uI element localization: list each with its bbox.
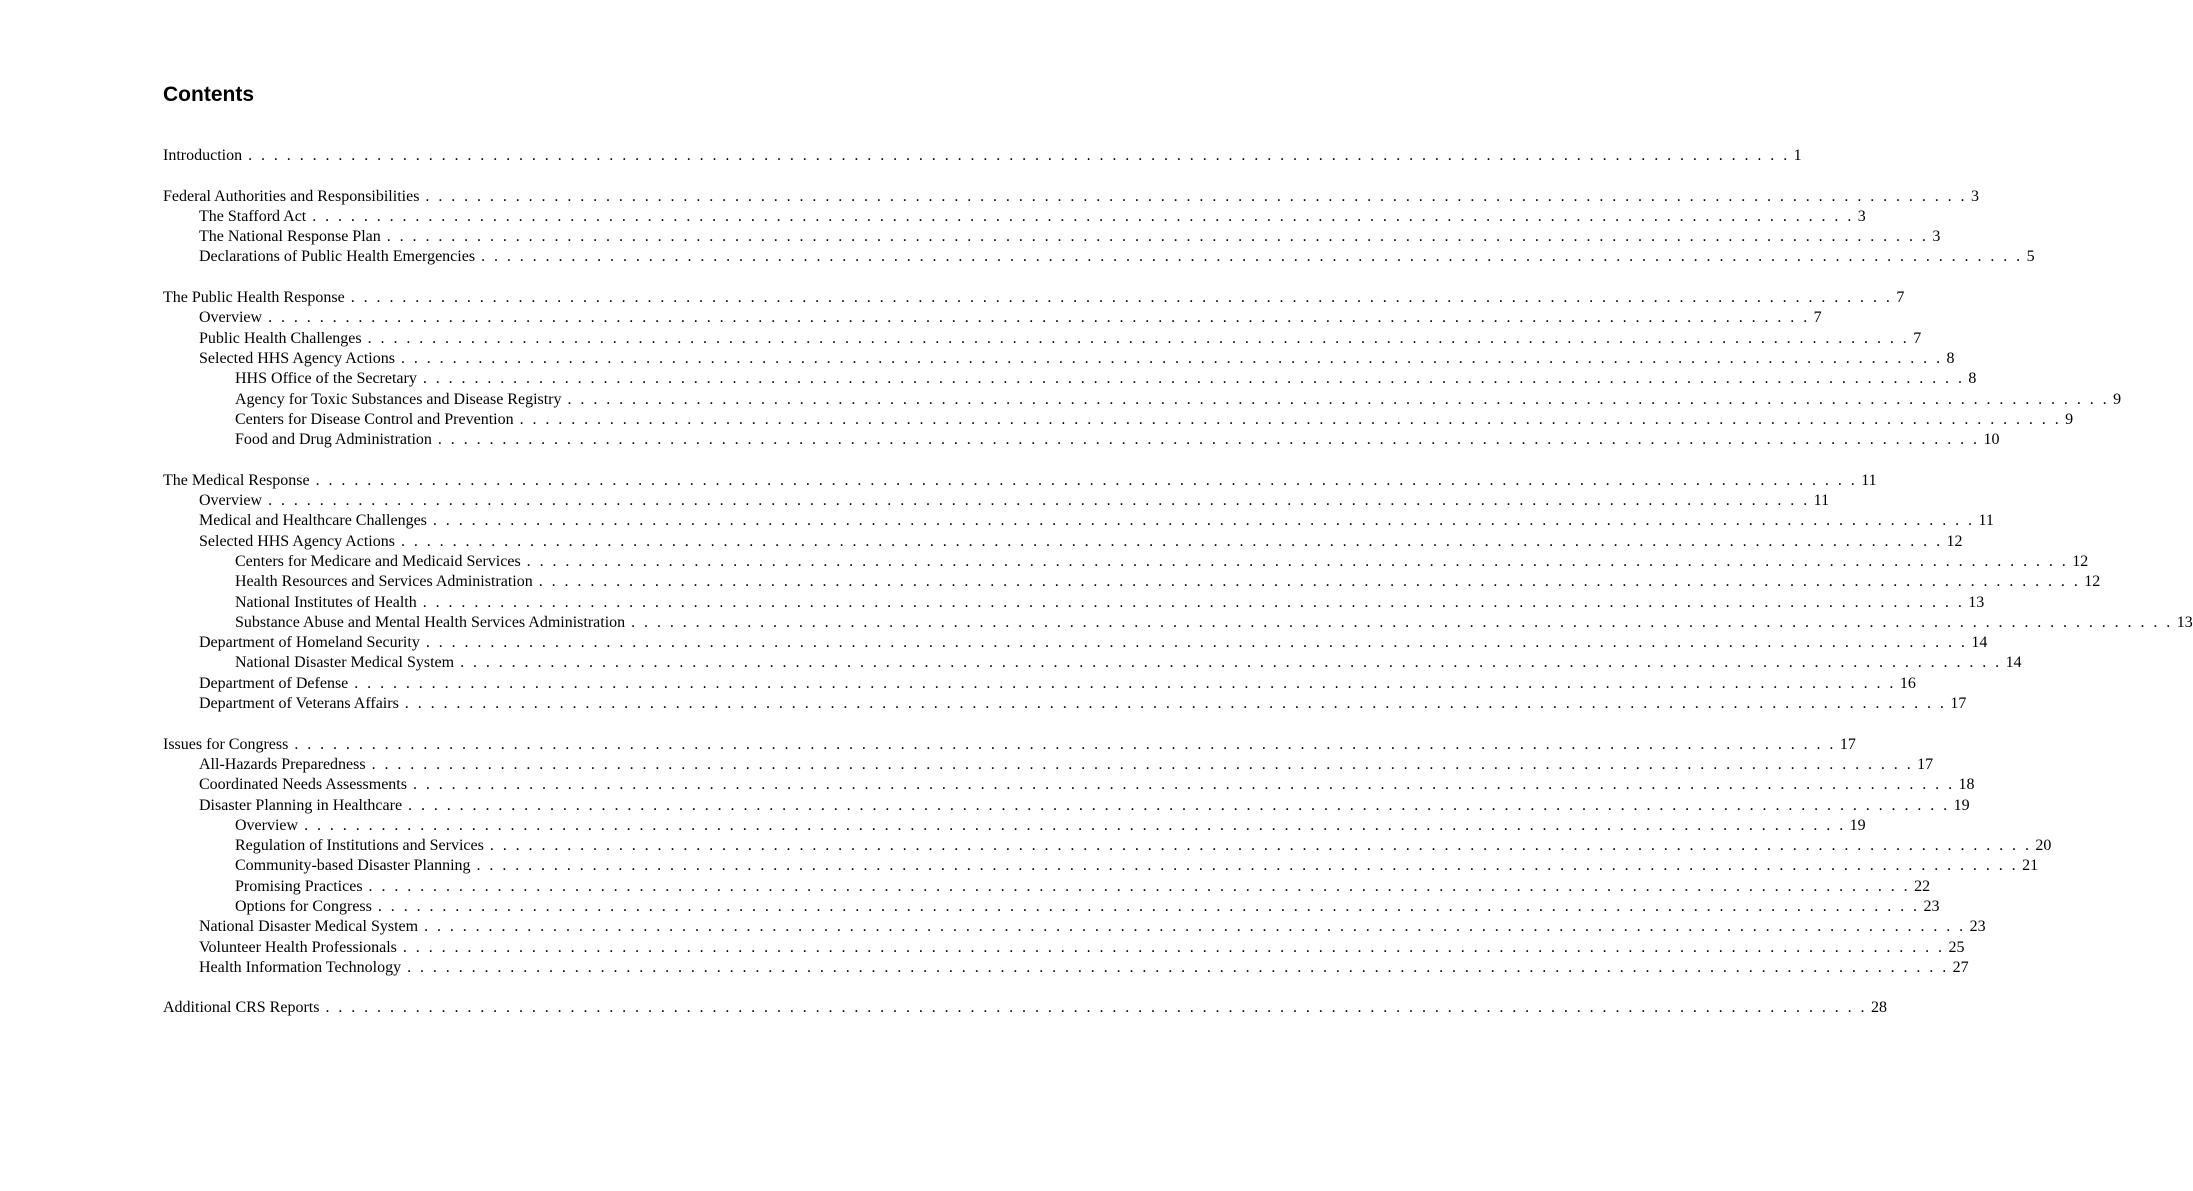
toc-entry-label: National Disaster Medical System <box>235 654 455 672</box>
toc-entry-label: National Institutes of Health <box>235 593 417 611</box>
dot-leader: . . . . . . . . . . . . . . . . . . . . . . . . . . . . . . . . . . . . . . . . . . . . . . . . . . . . . . . . . . . . . . . . . . . . . . . . . . . . . . . . . . . . . . . . . . . . . . . . . . . . . . . . . . . . . . . . . . . . . . . . <box>371 755 1914 773</box>
toc-entry[interactable] <box>163 958 1969 978</box>
toc-entry-label: Medical and Healthcare Challenges <box>199 512 427 530</box>
section-spacer <box>163 978 758 998</box>
toc-entry[interactable] <box>163 816 1866 836</box>
toc-entry-label: HHS Office of the Secretary <box>235 370 417 388</box>
dot-leader: . . . . . . . . . . . . . . . . . . . . . . . . . . . . . . . . . . . . . . . . . . . . . . . . . . . . . . . . . . . . . . . . . . . . . . . . . . . . . . . . . . . . . . . . . . . . . . . . . . . . . . . . . . . . . . . . . . . . . . . . <box>368 877 1911 895</box>
toc-entry-label: Agency for Toxic Substances and Disease Registry <box>235 390 562 408</box>
section-spacer <box>163 166 758 186</box>
toc-entry-label: Selected HHS Agency Actions <box>199 349 395 367</box>
toc-entry-page-number: 8 <box>1946 349 1955 367</box>
dot-leader: . . . . . . . . . . . . . . . . . . . . . . . . . . . . . . . . . . . . . . . . . . . . . . . . . . . . . . . . . . . . . . . . . . . . . . . . . . . . . . . . . . . . . . . . . . . . . . . . . . . . . . . . . . . . . . . . . . . . . . . . <box>424 918 1966 936</box>
toc-entry-page-number: 5 <box>2026 248 2035 266</box>
toc-entry-label: Introduction <box>163 147 243 164</box>
toc-entry-label: The Medical Response <box>163 471 310 489</box>
dot-leader: . . . . . . . . . . . . . . . . . . . . . . . . . . . . . . . . . . . . . . . . . . . . . . . . . . . . . . . . . . . . . . . . . . . . . . . . . . . . . . . . . . . . . . . . . . . . . . . . . . . . . . . . . . . . . . . . . . . . . . . . <box>400 532 1943 550</box>
toc-entry[interactable] <box>163 633 1988 653</box>
toc-entry-page-number: 8 <box>1968 370 1977 388</box>
toc-entry[interactable] <box>163 329 1922 349</box>
toc-entry-label: Options for Congress <box>235 897 372 915</box>
dot-leader: . . . . . . . . . . . . . . . . . . . . . . . . . . . . . . . . . . . . . . . . . . . . . . . . . . . . . . . . . . . . . . . . . . . . . . . . . . . . . . . . . . . . . . . . . . . . . . . . . . . . . . . . . . . . . . . . . . . . . . . . <box>425 634 1968 652</box>
table-of-contents <box>163 146 2193 1019</box>
toc-entry-page-number: 10 <box>1983 431 2000 449</box>
dot-leader: . . . . . . . . . . . . . . . . . . . . . . . . . . . . . . . . . . . . . . . . . . . . . . . . . . . . . . . . . . . . . . . . . . . . . . . . . . . . . . . . . . . . . . . . . . . . . . . . . . . . . . . . . . . . . . . . . . . . . . . . <box>567 390 2110 408</box>
toc-entry-label: Centers for Medicare and Medicaid Services <box>235 552 521 570</box>
toc-entry-label: Overview <box>235 816 299 834</box>
dot-leader: . . . . . . . . . . . . . . . . . . . . . . . . . . . . . . . . . . . . . . . . . . . . . . . . . . . . . . . . . . . . . . . . . . . . . . . . . . . . . . . . . . . . . . . . . . . . . . . . . . . . . . . . . . . . . . . . . . . . . . . . <box>377 897 1920 915</box>
toc-entry-label: Substance Abuse and Mental Health Services Administration <box>235 613 626 631</box>
toc-entry-page-number: 27 <box>1952 958 1969 976</box>
dot-leader: . . . . . . . . . . . . . . . . . . . . . . . . . . . . . . . . . . . . . . . . . . . . . . . . . . . . . . . . . . . . . . . . . . . . . . . . . . . . . . . . . . . . . . . . . . . . . . . . . . . . . . . . . . . . . . . . . . . . . . . . <box>304 816 1846 834</box>
section-spacer <box>163 714 758 734</box>
toc-entry-page-number: 28 <box>1871 999 1888 1017</box>
dot-leader: . . . . . . . . . . . . . . . . . . . . . . . . . . . . . . . . . . . . . . . . . . . . . . . . . . . . . . . . . . . . . . . . . . . . . . . . . . . . . . . . . . . . . . . . . . . . . . . . . . . . . . . . . . . . . . . . . . . . . . . . <box>425 187 1967 205</box>
toc-entry-label: Centers for Disease Control and Prevention <box>235 410 514 428</box>
dot-leader: . . . . . . . . . . . . . . . . . . . . . . . . . . . . . . . . . . . . . . . . . . . . . . . . . . . . . . . . . . . . . . . . . . . . . . . . . . . . . . . . . . . . . . . . . . . . . . . . . . . . . . . . . . . . . . . . . . . . . . . . <box>408 796 1950 814</box>
dot-leader: . . . . . . . . . . . . . . . . . . . . . . . . . . . . . . . . . . . . . . . . . . . . . . . . . . . . . . . . . . . . . . . . . . . . . . . . . . . . . . . . . . . . . . . . . . . . . . . . . . . . . . . . . . . . . . . . . . . . . . . . <box>631 613 2173 631</box>
toc-entry[interactable] <box>163 187 1979 207</box>
dot-leader: . . . . . . . . . . . . . . . . . . . . . . . . . . . . . . . . . . . . . . . . . . . . . . . . . . . . . . . . . . . . . . . . . . . . . . . . . . . . . . . . . . . . . . . . . . . . . . . . . . . . . . . . . . . . . . . . . . . . . . . . <box>481 248 2023 266</box>
toc-entry-label: Department of Homeland Security <box>199 634 420 652</box>
toc-entry[interactable] <box>163 877 1931 897</box>
dot-leader: . . . . . . . . . . . . . . . . . . . . . . . . . . . . . . . . . . . . . . . . . . . . . . . . . . . . . . . . . . . . . . . . . . . . . . . . . . . . . . . . . . . . . . . . . . . . . . . . . . . . . . . . . . . . . . . . . . . . . . . . <box>432 512 1975 530</box>
toc-entry[interactable] <box>163 653 2022 673</box>
toc-entry-label: Department of Defense <box>199 674 349 692</box>
toc-entry-label: Department of Veterans Affairs <box>199 695 399 713</box>
toc-entry-page-number: 3 <box>1970 187 1979 205</box>
toc-entry-page-number: 12 <box>1946 532 1963 550</box>
toc-entry-label: Coordinated Needs Assessments <box>199 776 407 794</box>
toc-entry-page-number: 12 <box>2072 552 2089 570</box>
dot-leader: . . . . . . . . . . . . . . . . . . . . . . . . . . . . . . . . . . . . . . . . . . . . . . . . . . . . . . . . . . . . . . . . . . . . . . . . . . . . . . . . . . . . . . . . . . . . . . . . . . . . . . . . . . . . . . . . . . . . . . . . <box>354 674 1896 692</box>
dot-leader: . . . . . . . . . . . . . . . . . . . . . . . . . . . . . . . . . . . . . . . . . . . . . . . . . . . . . . . . . . . . . . . . . . . . . . . . . . . . . . . . . . . . . . . . . . . . . . . . . . . . . . . . . . . . . . . . . . . . . . . . <box>538 573 2081 591</box>
toc-entry-page-number: 19 <box>1953 796 1970 814</box>
dot-leader: . . . . . . . . . . . . . . . . . . . . . . . . . . . . . . . . . . . . . . . . . . . . . . . . . . . . . . . . . . . . . . . . . . . . . . . . . . . . . . . . . . . . . . . . . . . . . . . . . . . . . . . . . . . . . . . . . . . . . . . . <box>422 593 1965 611</box>
dot-leader: . . . . . . . . . . . . . . . . . . . . . . . . . . . . . . . . . . . . . . . . . . . . . . . . . . . . . . . . . . . . . . . . . . . . . . . . . . . . . . . . . . . . . . . . . . . . . . . . . . . . . . . . . . . . . . . . . . . . . . . . <box>294 735 1836 753</box>
toc-entry-label: All-Hazards Preparedness <box>199 755 366 773</box>
toc-entry[interactable] <box>163 572 2101 592</box>
toc-entry[interactable] <box>163 796 1970 816</box>
toc-entry[interactable] <box>163 308 1822 328</box>
toc-entry[interactable] <box>163 349 1955 369</box>
dot-leader: . . . . . . . . . . . . . . . . . . . . . . . . . . . . . . . . . . . . . . . . . . . . . . . . . . . . . . . . . . . . . . . . . . . . . . . . . . . . . . . . . . . . . . . . . . . . . . . . . . . . . . . . . . . . . . . . . . . . . . . . <box>422 370 1965 388</box>
toc-entry[interactable] <box>163 917 1986 937</box>
toc-entry[interactable] <box>163 227 1941 247</box>
toc-entry-label: Public Health Challenges <box>199 329 362 347</box>
toc-entry-page-number: 3 <box>1857 207 1866 225</box>
toc-entry-page-number: 17 <box>1950 695 1967 713</box>
toc-entry[interactable] <box>163 511 1994 531</box>
toc-entry-page-number: 17 <box>1839 735 1856 753</box>
toc-entry-label: Community-based Disaster Planning <box>235 857 471 875</box>
dot-leader: . . . . . . . . . . . . . . . . . . . . . . . . . . . . . . . . . . . . . . . . . . . . . . . . . . . . . . . . . . . . . . . . . . . . . . . . . . . . . . . . . . . . . . . . . . . . . . . . . . . . . . . . . . . . . . . . . . . . . . . . <box>350 289 1893 307</box>
dot-leader: . . . . . . . . . . . . . . . . . . . . . . . . . . . . . . . . . . . . . . . . . . . . . . . . . . . . . . . . . . . . . . . . . . . . . . . . . . . . . . . . . . . . . . . . . . . . . . . . . . . . . . . . . . . . . . . . . . . . . . . . <box>476 857 2019 875</box>
toc-entry-page-number: 7 <box>1813 309 1822 327</box>
toc-entry-label: Additional CRS Reports <box>163 999 320 1017</box>
toc-entry-label: The Public Health Response <box>163 289 345 307</box>
dot-leader: . . . . . . . . . . . . . . . . . . . . . . . . . . . . . . . . . . . . . . . . . . . . . . . . . . . . . . . . . . . . . . . . . . . . . . . . . . . . . . . . . . . . . . . . . . . . . . . . . . . . . . . . . . . . . . . . . . . . . . . . <box>412 776 1955 794</box>
toc-entry-label: Health Information Technology <box>199 958 402 976</box>
toc-entry-page-number: 3 <box>1932 228 1941 246</box>
dot-leader: . . . . . . . . . . . . . . . . . . . . . . . . . . . . . . . . . . . . . . . . . . . . . . . . . . . . . . . . . . . . . . . . . . . . . . . . . . . . . . . . . . . . . . . . . . . . . . . . . . . . . . . . . . . . . . . . . . . . . . . . <box>437 431 1980 449</box>
toc-entry-label: Disaster Planning in Healthcare <box>199 796 403 814</box>
toc-entry-page-number: 12 <box>2084 573 2101 591</box>
toc-entry-page-number: 14 <box>1971 634 1988 652</box>
toc-entry[interactable] <box>163 410 2074 430</box>
dot-leader: . . . . . . . . . . . . . . . . . . . . . . . . . . . . . . . . . . . . . . . . . . . . . . . . . . . . . . . . . . . . . . . . . . . . . . . . . . . . . . . . . . . . . . . . . . . . . . . . . . . . . . . . . . . . . . . . . . . . . . . . <box>519 410 2062 428</box>
dot-leader: . . . . . . . . . . . . . . . . . . . . . . . . . . . . . . . . . . . . . . . . . . . . . . . . . . . . . . . . . . . . . . . . . . . . . . . . . . . . . . . . . . . . . . . . . . . . . . . . . . . . . . . . . . . . . . . . . . . . . . . . <box>460 654 2002 672</box>
toc-entry[interactable] <box>163 856 2039 876</box>
toc-entry-label: The National Response Plan <box>199 228 381 246</box>
toc-entry-label: Promising Practices <box>235 877 363 895</box>
dot-leader: . . . . . . . . . . . . . . . . . . . . . . . . . . . . . . . . . . . . . . . . . . . . . . . . . . . . . . . . . . . . . . . . . . . . . . . . . . . . . . . . . . . . . . . . . . . . . . . . . . . . . . . . . . . . . . . . . . . . . . . . <box>386 228 1929 246</box>
toc-entry-page-number: 20 <box>2035 837 2052 855</box>
toc-entry-label: Selected HHS Agency Actions <box>199 532 395 550</box>
dot-leader: . . . . . . . . . . . . . . . . . . . . . . . . . . . . . . . . . . . . . . . . . . . . . . . . . . . . . . . . . . . . . . . . . . . . . . . . . . . . . . . . . . . . . . . . . . . . . . . . . . . . . . . . . . . . . . . . . . . . . . . . <box>404 695 1947 713</box>
dot-leader: . . . . . . . . . . . . . . . . . . . . . . . . . . . . . . . . . . . . . . . . . . . . . . . . . . . . . . . . . . . . . . . . . . . . . . . . . . . . . . . . . . . . . . . . . . . . . . . . . . . . . . . . . . . . . . . . . . . . . . . . <box>400 349 1943 367</box>
dot-leader: . . . . . . . . . . . . . . . . . . . . . . . . . . . . . . . . . . . . . . . . . . . . . . . . . . . . . . . . . . . . . . . . . . . . . . . . . . . . . . . . . . . . . . . . . . . . . . . . . . . . . . . . . . . . . . . . . . . . . . . . <box>402 938 1945 956</box>
toc-entry-label: Overview <box>199 309 263 327</box>
toc-entry[interactable] <box>163 288 1905 308</box>
toc-entry-page-number: 11 <box>1978 512 1994 530</box>
toc-entry-page-number: 17 <box>1917 755 1934 773</box>
toc-entry-label: Food and Drug Administration <box>235 431 432 449</box>
toc-entry[interactable] <box>163 430 2000 450</box>
dot-leader: . . . . . . . . . . . . . . . . . . . . . . . . . . . . . . . . . . . . . . . . . . . . . . . . . . . . . . . . . . . . . . . . . . . . . . . . . . . . . . . . . . . . . . . . . . . . . . . . . . . . . . . . . . . . . . . . . . . . . . . . <box>268 309 1810 327</box>
toc-entry-page-number: 23 <box>1969 918 1986 936</box>
toc-entry-page-number: 25 <box>1948 938 1965 956</box>
toc-entry[interactable] <box>163 532 1963 552</box>
toc-entry[interactable] <box>163 369 1977 389</box>
toc-entry[interactable] <box>163 471 1877 491</box>
dot-leader: . . . . . . . . . . . . . . . . . . . . . . . . . . . . . . . . . . . . . . . . . . . . . . . . . . . . . . . . . . . . . . . . . . . . . . . . . . . . . . . . . . . . . . . . . . . . . . . . . . . . . . . . . . . . . . . . . . . . . . . . <box>489 837 2032 855</box>
toc-entry[interactable] <box>163 897 1940 917</box>
toc-entry-label: Health Resources and Services Administration <box>235 573 533 591</box>
toc-entry-page-number: 7 <box>1896 289 1905 307</box>
toc-entry-label: Overview <box>199 492 263 510</box>
toc-entry-page-number: 13 <box>1968 593 1985 611</box>
toc-entry-page-number: 11 <box>1861 471 1877 489</box>
toc-entry[interactable] <box>163 998 1888 1018</box>
toc-entry-page-number: 11 <box>1813 492 1830 510</box>
toc-entry-page-number: 22 <box>1914 877 1931 895</box>
dot-leader: . . . . . . . . . . . . . . . . . . . . . . . . . . . . . . . . . . . . . . . . . . . . . . . . . . . . . . . . . . . . . . . . . . . . . . . . . . . . . . . . . . . . . . . . . . . . . . . . . . . . . . . . . . . . . . . . . . . . . . . . <box>315 471 1858 489</box>
toc-entry[interactable] <box>163 146 1802 166</box>
toc-entry-page-number: 23 <box>1923 897 1940 915</box>
toc-entry[interactable] <box>163 775 1975 795</box>
toc-entry-label: Federal Authorities and Responsibilities <box>163 187 420 205</box>
dot-leader: . . . . . . . . . . . . . . . . . . . . . . . . . . . . . . . . . . . . . . . . . . . . . . . . . . . . . . . . . . . . . . . . . . . . . . . . . . . . . . . . . . . . . . . . . . . . . . . . . . . . . . . . . . . . . . . . . . . . . . . . <box>248 147 1790 164</box>
toc-entry-page-number: 18 <box>1958 776 1975 794</box>
toc-entry-page-number: 13 <box>2176 613 2193 631</box>
toc-entry[interactable] <box>163 735 1856 755</box>
toc-entry[interactable] <box>163 491 1830 511</box>
toc-entry-page-number: 7 <box>1913 329 1922 347</box>
toc-entry-page-number: 21 <box>2022 857 2039 875</box>
toc-entry-page-number: 14 <box>2005 654 2022 672</box>
toc-entry-page-number: 19 <box>1849 816 1866 834</box>
toc-entry-label: The Stafford Act <box>199 207 307 225</box>
toc-entry[interactable] <box>163 613 2193 633</box>
toc-entry-page-number: 9 <box>2065 410 2074 428</box>
toc-entry-label: Volunteer Health Professionals <box>199 938 397 956</box>
section-spacer <box>163 268 758 288</box>
toc-entry[interactable] <box>163 836 2052 856</box>
toc-entry-page-number: 16 <box>1899 674 1916 692</box>
toc-entry[interactable] <box>163 694 1967 714</box>
toc-entry[interactable] <box>163 674 1916 694</box>
dot-leader: . . . . . . . . . . . . . . . . . . . . . . . . . . . . . . . . . . . . . . . . . . . . . . . . . . . . . . . . . . . . . . . . . . . . . . . . . . . . . . . . . . . . . . . . . . . . . . . . . . . . . . . . . . . . . . . . . . . . . . . . <box>367 329 1910 347</box>
dot-leader: . . . . . . . . . . . . . . . . . . . . . . . . . . . . . . . . . . . . . . . . . . . . . . . . . . . . . . . . . . . . . . . . . . . . . . . . . . . . . . . . . . . . . . . . . . . . . . . . . . . . . . . . . . . . . . . . . . . . . . . . <box>526 552 2069 570</box>
toc-entry-label: Regulation of Institutions and Services <box>235 837 484 855</box>
toc-entry[interactable] <box>163 552 2089 572</box>
toc-entry[interactable] <box>163 207 1866 227</box>
toc-entry-label: Declarations of Public Health Emergencies <box>199 248 476 266</box>
toc-entry[interactable] <box>163 593 1985 613</box>
toc-entry[interactable] <box>163 247 2035 267</box>
dot-leader: . . . . . . . . . . . . . . . . . . . . . . . . . . . . . . . . . . . . . . . . . . . . . . . . . . . . . . . . . . . . . . . . . . . . . . . . . . . . . . . . . . . . . . . . . . . . . . . . . . . . . . . . . . . . . . . . . . . . . . . . <box>312 207 1854 225</box>
toc-entry-page-number: 9 <box>2113 390 2122 408</box>
toc-entry-label: Issues for Congress <box>163 735 289 753</box>
dot-leader: . . . . . . . . . . . . . . . . . . . . . . . . . . . . . . . . . . . . . . . . . . . . . . . . . . . . . . . . . . . . . . . . . . . . . . . . . . . . . . . . . . . . . . . . . . . . . . . . . . . . . . . . . . . . . . . . . . . . . . . . <box>325 999 1868 1017</box>
section-spacer <box>163 450 758 470</box>
dot-leader: . . . . . . . . . . . . . . . . . . . . . . . . . . . . . . . . . . . . . . . . . . . . . . . . . . . . . . . . . . . . . . . . . . . . . . . . . . . . . . . . . . . . . . . . . . . . . . . . . . . . . . . . . . . . . . . . . . . . . . . . <box>407 958 1949 976</box>
page-title: Contents <box>163 83 254 106</box>
toc-entry[interactable] <box>163 938 1965 958</box>
toc-entry-page-number: 1 <box>1793 147 1802 164</box>
toc-entry[interactable] <box>163 390 2122 410</box>
toc-entry-label: National Disaster Medical System <box>199 918 419 936</box>
dot-leader: . . . . . . . . . . . . . . . . . . . . . . . . . . . . . . . . . . . . . . . . . . . . . . . . . . . . . . . . . . . . . . . . . . . . . . . . . . . . . . . . . . . . . . . . . . . . . . . . . . . . . . . . . . . . . . . . . . . . . . . . <box>268 492 1810 510</box>
toc-entry[interactable] <box>163 755 1934 775</box>
